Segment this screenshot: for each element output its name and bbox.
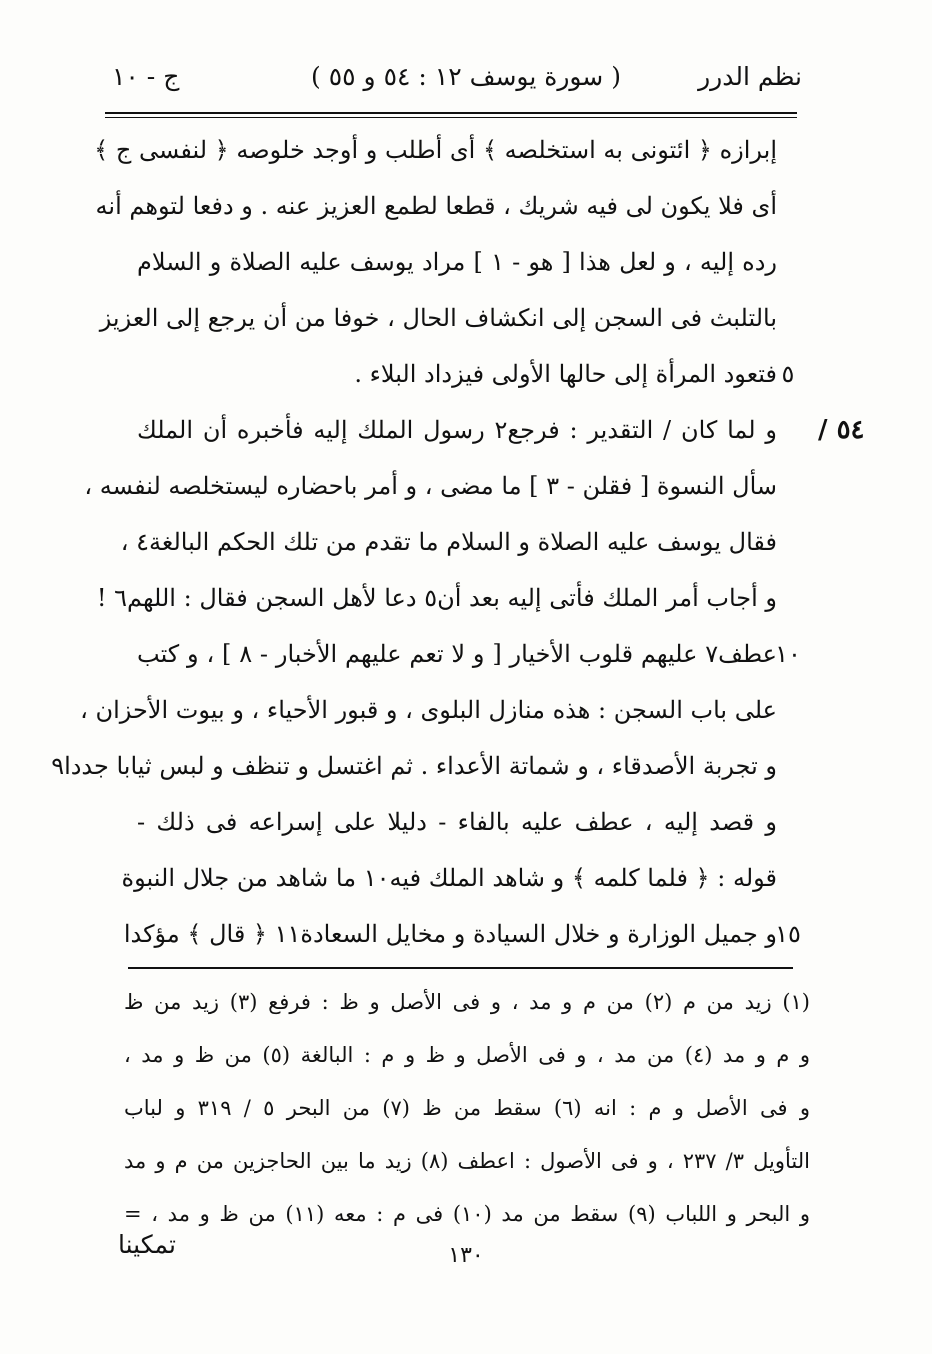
text-line: عطف٧ عليهم قلوب الأخيار [ و لا تعم عليهم الأخبار - ٨ ] ، و كتب <box>137 640 777 668</box>
catchword: تمكينا <box>118 1230 176 1259</box>
text-line: إبرازه ﴿ ائتونى به استخلصه ﴾ أى أطلب و أوجد خلوصه ﴿ لنفسى ج ﴾ <box>94 136 777 164</box>
footnote-line: و م و مد (٤) من مد ، و فى الأصل و ظ و م : البالغة (٥) من ظ و مد ، <box>124 1043 811 1067</box>
footnote-rule <box>128 967 793 969</box>
footnote-line: (١) زيد من م (٢) من م و مد ، و فى الأصل و ظ : فرفع (٣) زيد من ظ <box>124 990 810 1014</box>
header-rule <box>105 112 797 114</box>
surah-reference: ( سورة يوسف ١٢ : ٥٤ و ٥٥ ) <box>311 62 621 91</box>
book-title: نظم الدرر <box>698 62 802 91</box>
footnote-line: و فى الأصل و م : انه (٦) سقط من ظ (٧) من البحر ٥ / ٣١٩ و لباب <box>124 1096 810 1120</box>
line-number: ١٥ <box>775 920 801 948</box>
text-line: سأل النسوة [ فقلن - ٣ ] ما مضى ، و أمر باحضاره ليستخلصه لنفسه ، <box>84 472 777 500</box>
footnote-line: التأويل ٣/ ٢٣٧ ، و فى الأصول : اعطف (٨) زيد ما بين الحاجزين من م و مد <box>124 1149 810 1173</box>
text-line: على باب السجن : هذه منازل البلوى ، و قبور الأحياء ، و بيوت الأحزان ، <box>80 696 777 724</box>
footnote-line: و البحر و اللباب (٩) سقط من مد (١٠) فى م : معه (١١) من ظ و مد ، = <box>124 1202 810 1226</box>
text-line: قوله : ﴿ فلما كلمه ﴾ و شاهد الملك فيه١٠ ما شاهد من جلال النبوة <box>121 864 777 892</box>
volume-label: ج - ١٠ <box>112 62 180 91</box>
margin-verse-marker: ٥٤ / <box>818 415 865 445</box>
text-line: و قصد إليه ، عطف عليه بالفاء - دليلا على إسراعه فى ذلك - <box>137 808 777 836</box>
line-number: ١٠ <box>775 640 801 668</box>
text-line: بالتلبث فى السجن إلى انكشاف الحال ، خوفا من أن يرجع إلى العزيز <box>99 304 777 332</box>
text-line: رده إليه ، و لعل هذا [ هو - ١ ] مراد يوسف عليه الصلاة و السلام <box>137 248 778 276</box>
header-rule-thin <box>105 117 797 118</box>
text-line: و جميل الوزارة و خلال السيادة و مخايل السعادة١١ ﴿ قال ﴾ مؤكدا <box>123 920 777 948</box>
text-line: فقال يوسف عليه الصلاة و السلام ما تقدم من تلك الحكم البالغة٤ ، <box>120 528 777 556</box>
text-line: فتعود المرأة إلى حالها الأولى فيزداد البلاء . <box>354 360 777 388</box>
line-number: ٥ <box>781 360 795 388</box>
text-line: أى فلا يكون لى فيه شريك ، قطعا لطمع العزيز عنه . و دفعا لتوهم أنه <box>95 192 777 220</box>
text-line: و تجربة الأصدقاء ، و شماتة الأعداء . ثم اغتسل و تنظف و لبس ثيابا جددا٩ <box>51 752 777 780</box>
text-line: و أجاب أمر الملك فأتى إليه بعد أن٥ دعا لأهل السجن فقال : اللهم٦ ! <box>96 584 777 612</box>
page-number: ١٣٠ <box>448 1243 484 1268</box>
text-line: و لما كان / التقدير : فرجع٢ رسول الملك إليه فأخبره أن الملك <box>137 416 777 444</box>
